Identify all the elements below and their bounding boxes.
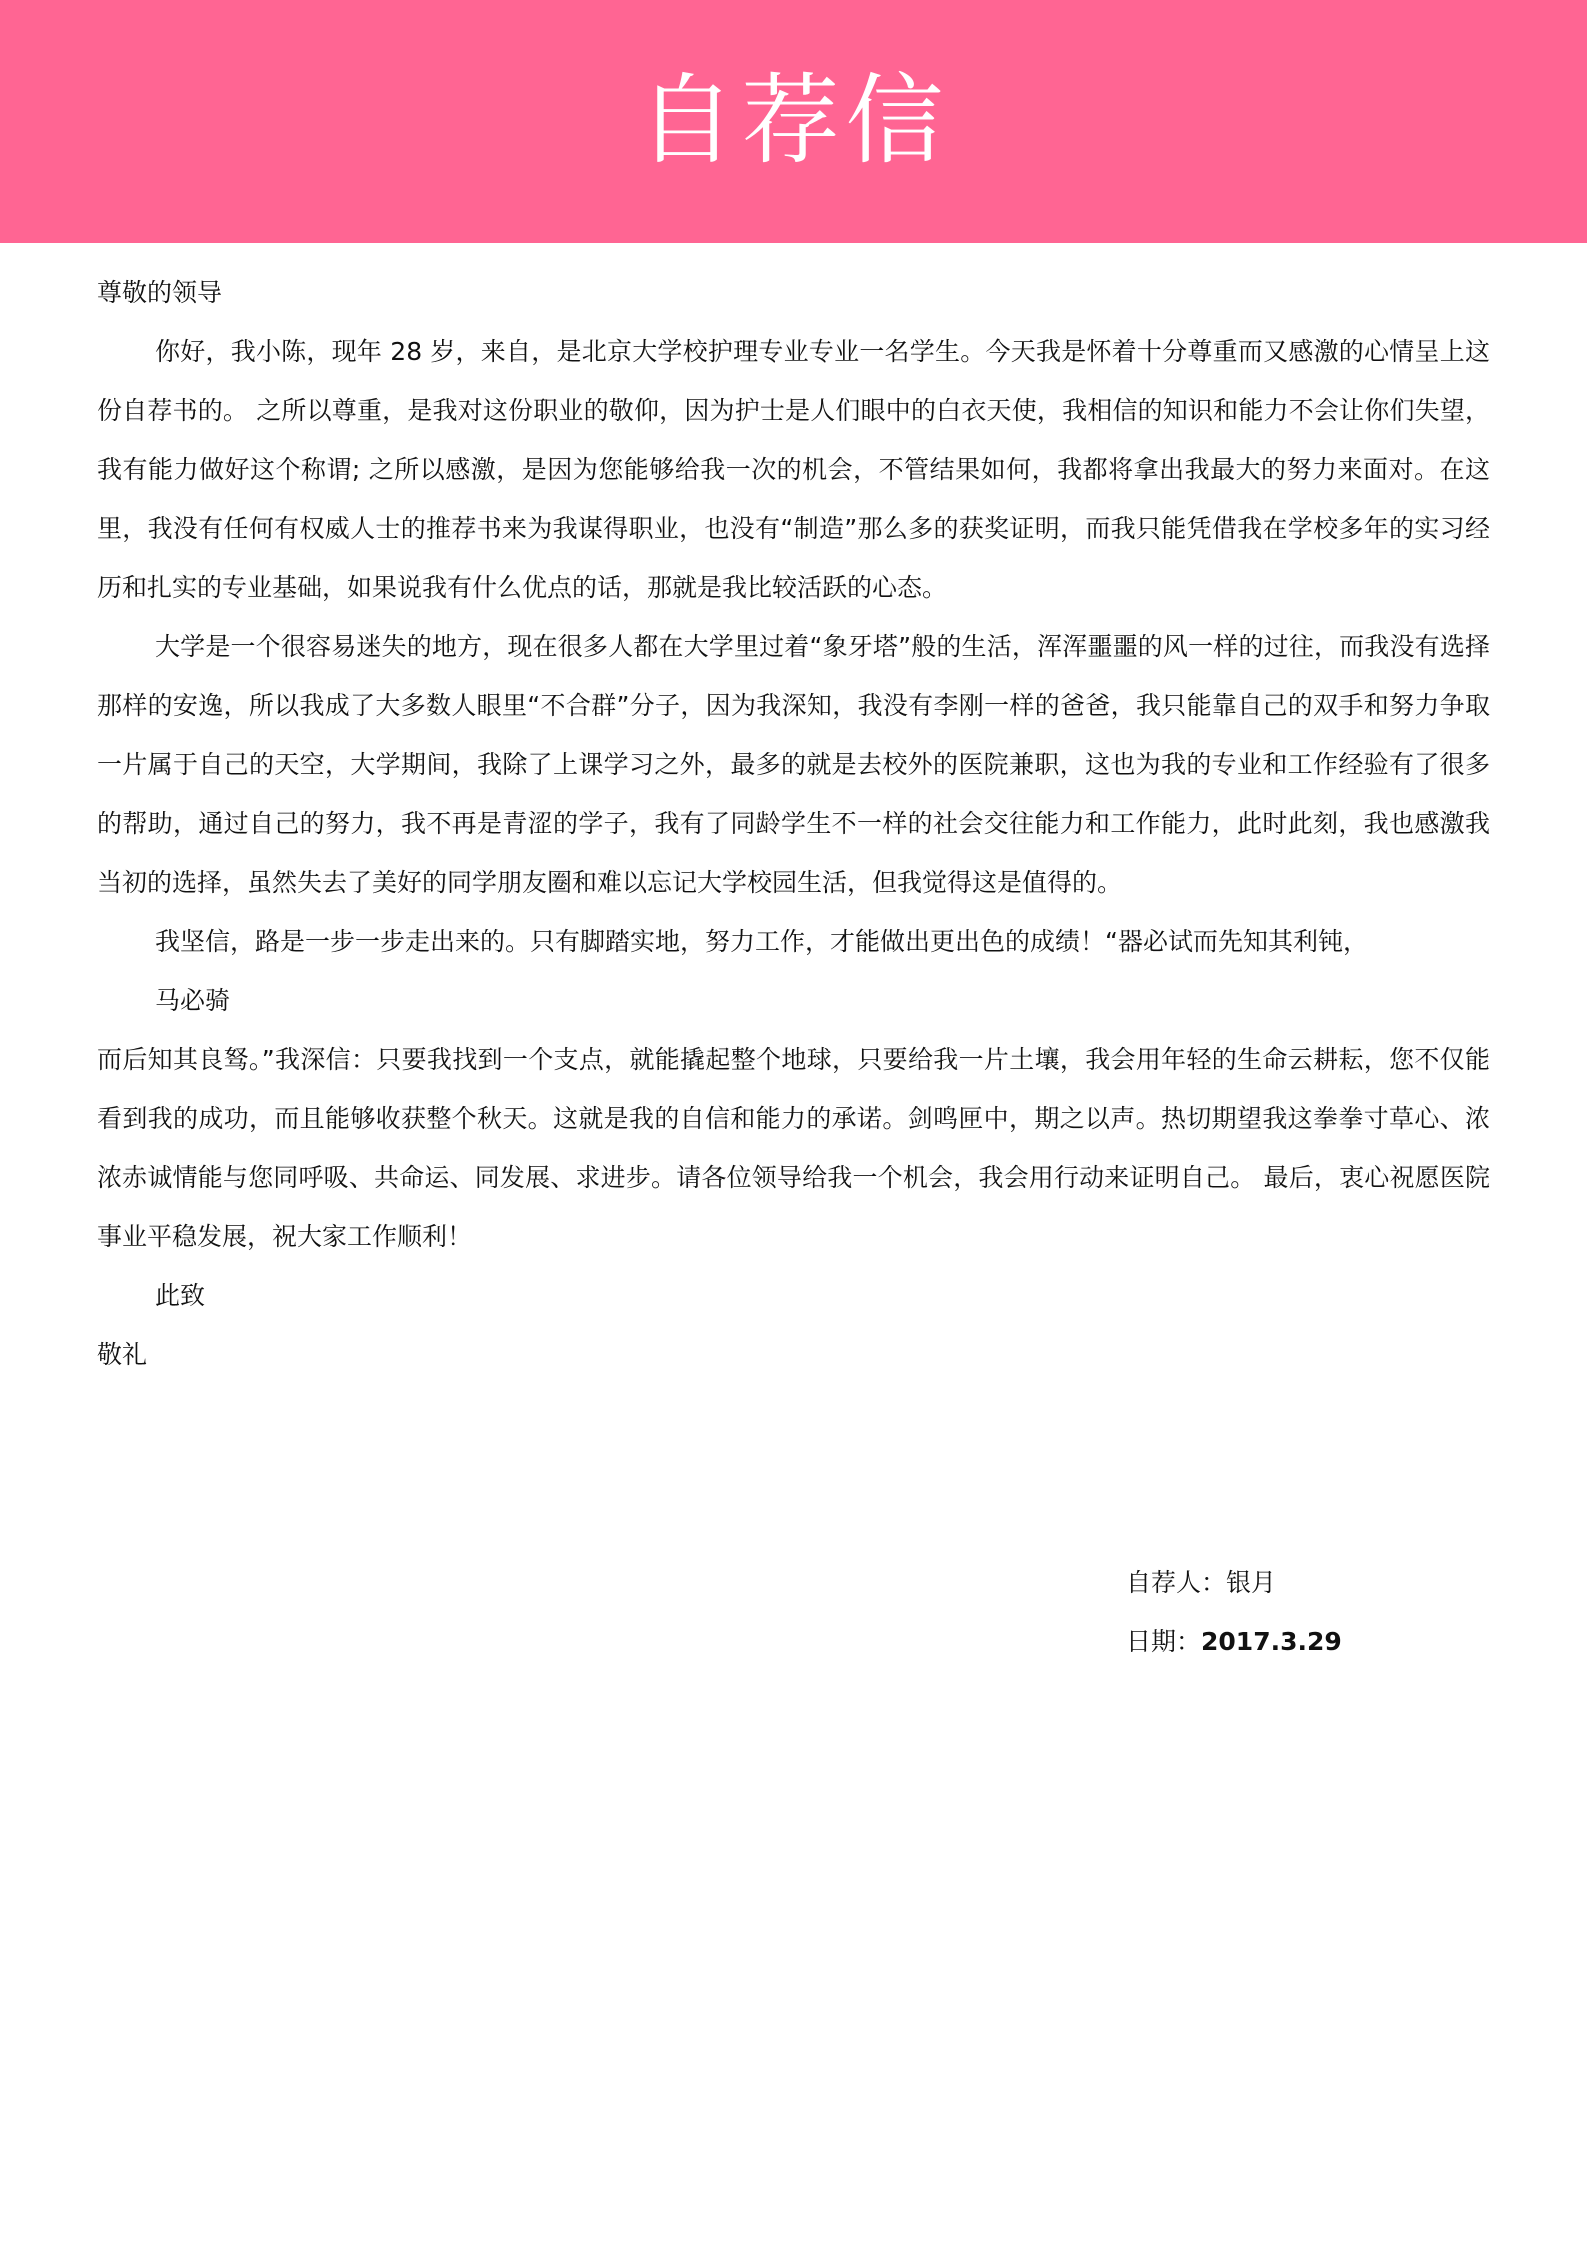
recommender-name: 银月 [1226,1568,1277,1597]
letter-greeting: 尊敬的领导 [97,278,223,307]
letter-closing-ci-zhi: 此致 [155,1281,206,1310]
letter-paragraph-2: 大学是一个很容易迷失的地方，现在很多人都在大学里过着“象牙塔”般的生活，浑浑噩噩的风一样的过往，而我没有选择那样的安逸，所以我成了大多数人眼里“不合群”分子，因为我深知，我没有李刚一样的爸爸，我只能靠自己的双手和努力争取一片属于自己的天空，大学期间，我除了上课学习之外，最多的就是去校外的医院兼职，这也为我的专业和工作经验有了很多的帮助，通过自己的努力，我不再是青涩的学子，我有了同龄学生不一样的社会交往能力和工作能力，此时此刻，我也感激我当初的选择，虽然失去了美好的同学朋友圈和难以忘记大学校园生活，但我觉得这是值得的。 [97,632,1490,897]
letter-closing-jing-li: 敬礼 [97,1340,148,1369]
letter-body [97,263,1490,1384]
date-line [1126,1612,1342,1671]
letter-paragraph-1: 你好，我小陈，现年 28 岁，来自，是北京大学校护理专业专业一名学生。今天我是怀着十分尊重而又感激的心情呈上这份自荐书的。 之所以尊重，是我对这份职业的敬仰，因为护士是人们眼中的白衣天使，我相信的知识和能力不会让你们失望，我有能力做好这个称谓; 之所以感激，是因为您能够给我一次的机会，不管结果如何，我都将拿出我最大的努力来面对。在这里，我没有任何有权威人士的推荐书来为我谋得职业，也没有“制造”那么多的获奖证明，而我只能凭借我在学校多年的实习经历和扎实的专业基础，如果说我有什么优点的话，那就是我比较活跃的心态。 [97,337,1490,602]
letter-paragraph-3-continuation: 马必骑 [155,986,231,1015]
recommender-label: 自荐人： [1126,1568,1227,1597]
date-value: 2017.3.29 [1201,1627,1342,1656]
signature-block [1126,1553,1342,1671]
date-label: 日期： [1126,1627,1202,1656]
document-title: 自荐信 [637,64,950,178]
recommender-line [1126,1553,1342,1612]
letter-paragraph-4: 而后知其良驽。”我深信：只要我找到一个支点，就能撬起整个地球，只要给我一片土壤，我会用年轻的生命云耕耘，您不仅能看到我的成功，而且能够收获整个秋天。这就是我的自信和能力的承诺。剑鸣匣中，期之以声。热切期望我这拳拳寸草心、浓浓赤诚情能与您同呼吸、共命运、同发展、求进步。请各位领导给我一个机会，我会用行动来证明自己。 最后，衷心祝愿医院事业平稳发展，祝大家工作顺利！ [97,1045,1490,1251]
letter-paragraph-3: 我坚信，路是一步一步走出来的。只有脚踏实地，努力工作，才能做出更出色的成绩！“器必试而先知其利钝， [155,927,1368,956]
